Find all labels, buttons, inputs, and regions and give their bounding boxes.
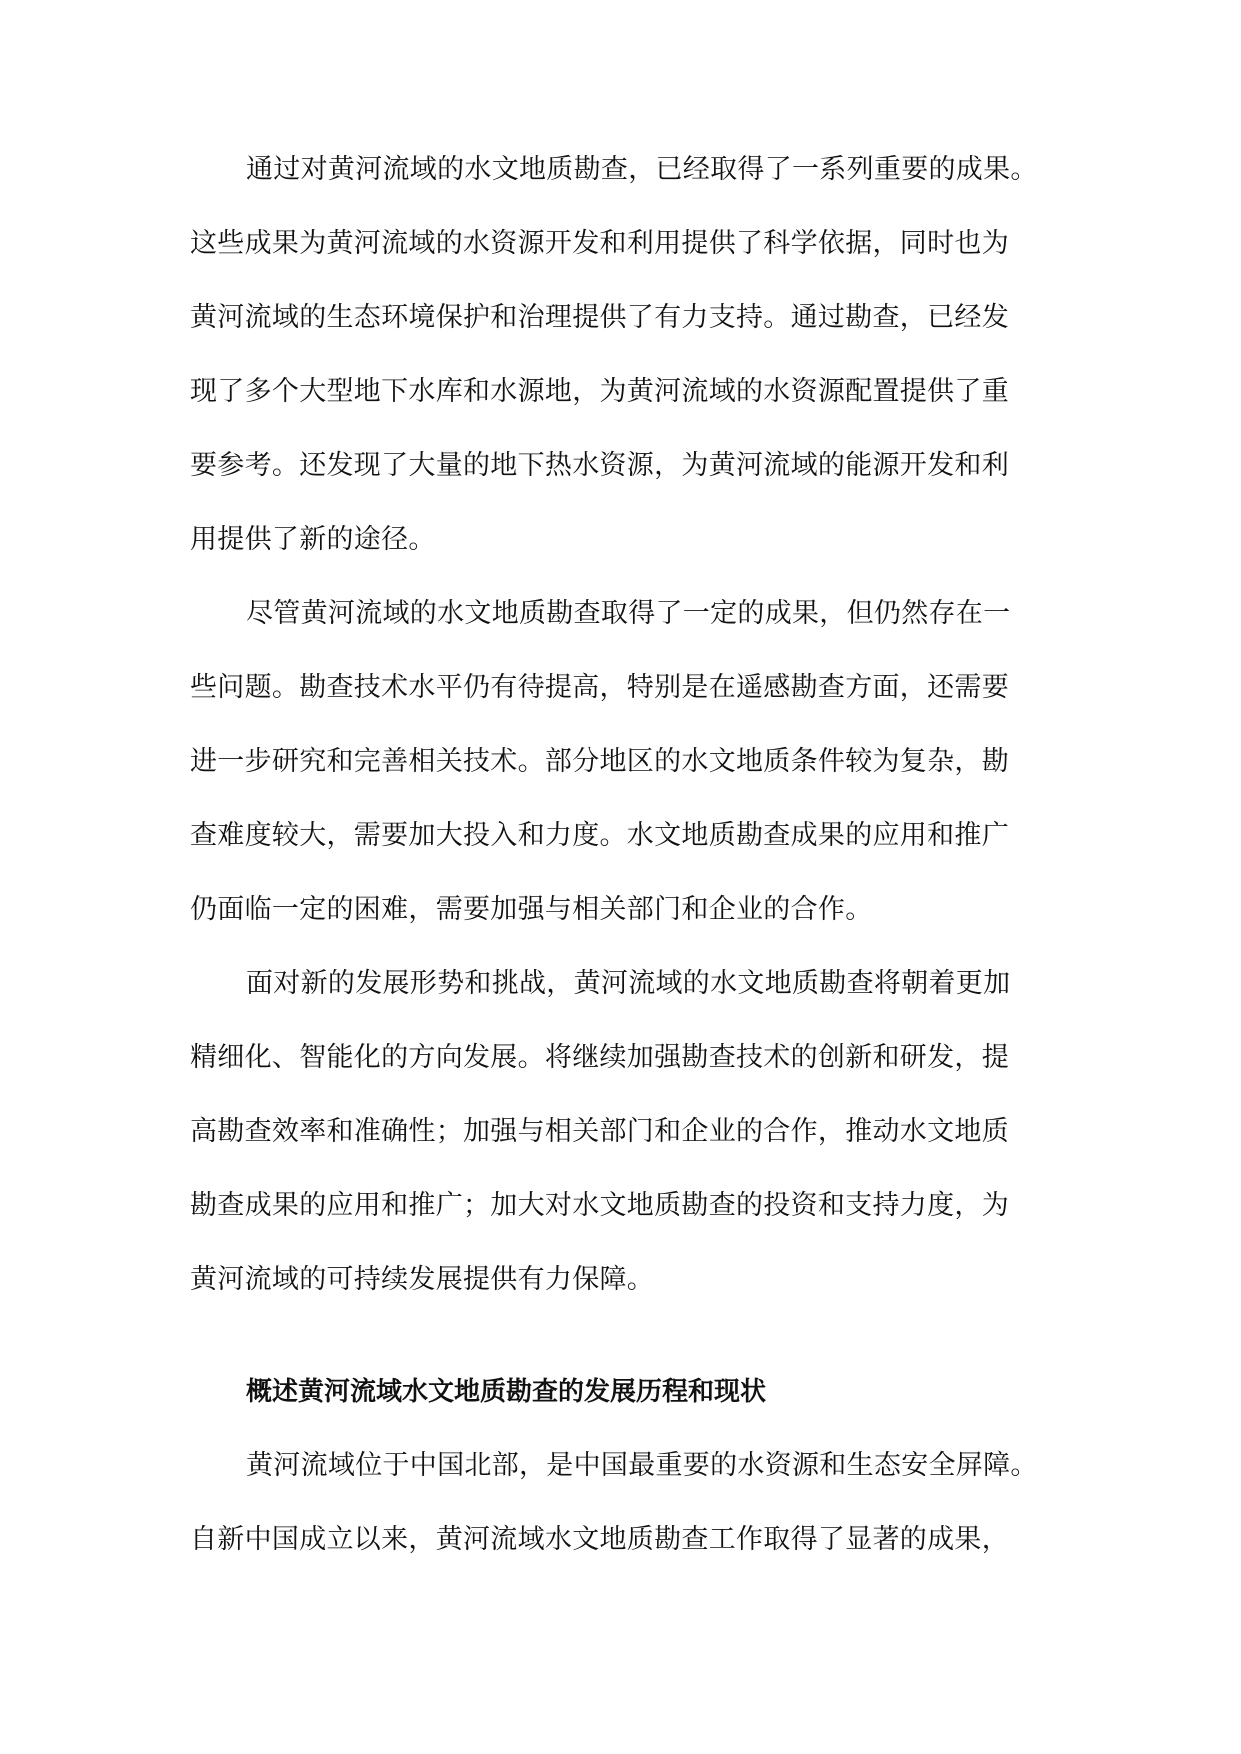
paragraph-line: 进一步研究和完善相关技术。部分地区的水文地质条件较为复杂，勘 xyxy=(190,746,1009,777)
section-heading: 概述黄河流域水文地质勘查的发展历程和现状 xyxy=(246,1377,767,1407)
paragraph-line: 黄河流域的生态环境保护和治理提供了有力支持。通过勘查，已经发 xyxy=(190,302,1009,333)
paragraph-line: 这些成果为黄河流域的水资源开发和利用提供了科学依据，同时也为 xyxy=(190,228,1009,259)
paragraph-line: 黄河流域的可持续发展提供有力保障。 xyxy=(190,1264,655,1295)
paragraph-line: 些问题。勘查技术水平仍有待提高，特别是在遥感勘查方面，还需要 xyxy=(190,672,1009,703)
paragraph-line: 通过对黄河流域的水文地质勘查，已经取得了一系列重要的成果。 xyxy=(246,154,1038,185)
paragraph-line: 现了多个大型地下水库和水源地，为黄河流域的水资源配置提供了重 xyxy=(190,376,1009,407)
paragraph-line: 要参考。还发现了大量的地下热水资源，为黄河流域的能源开发和利 xyxy=(190,450,1009,481)
paragraph-line: 勘查成果的应用和推广；加大对水文地质勘查的投资和支持力度，为 xyxy=(190,1190,1009,1221)
paragraph-line: 查难度较大，需要加大投入和力度。水文地质勘查成果的应用和推广 xyxy=(190,820,1009,851)
paragraph-line: 尽管黄河流域的水文地质勘查取得了一定的成果，但仍然存在一 xyxy=(246,598,1011,629)
paragraph-line: 仍面临一定的困难，需要加强与相关部门和企业的合作。 xyxy=(190,894,873,925)
paragraph-line: 用提供了新的途径。 xyxy=(190,524,436,555)
paragraph-line: 高勘查效率和准确性；加强与相关部门和企业的合作，推动水文地质 xyxy=(190,1116,1009,1147)
paragraph-line: 精细化、智能化的方向发展。将继续加强勘查技术的创新和研发，提 xyxy=(190,1042,1009,1073)
paragraph-line: 黄河流域位于中国北部，是中国最重要的水资源和生态安全屏障。 xyxy=(246,1450,1038,1481)
paragraph-line: 面对新的发展形势和挑战，黄河流域的水文地质勘查将朝着更加 xyxy=(246,968,1011,999)
paragraph-line: 自新中国成立以来，黄河流域水文地质勘查工作取得了显著的成果， xyxy=(190,1524,1009,1555)
